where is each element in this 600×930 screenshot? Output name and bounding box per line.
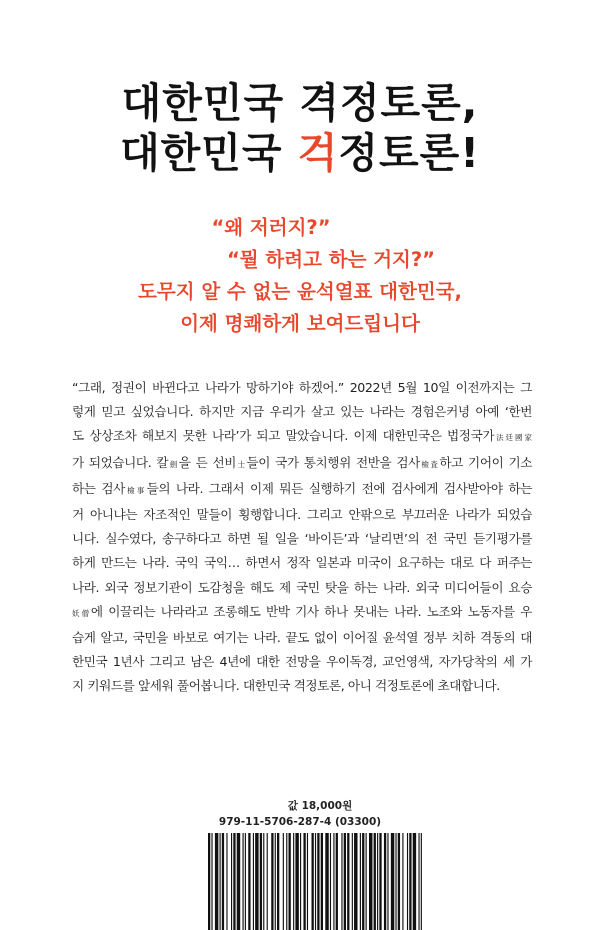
title-line-1: 대한민국 격정토론, — [121, 79, 479, 127]
quote-1: “왜 저러지?” — [211, 216, 331, 239]
body-line-10-text: 에 이끌리는 나라라고 조롱해도 반박 기사 하나 못내는 나라. 노조와 노동자를 우 — [90, 603, 532, 619]
barcode-bar — [418, 833, 419, 930]
title-line-2 — [0, 128, 600, 178]
body-line-10 — [72, 600, 532, 626]
barcode-bar — [231, 833, 232, 930]
body-line-8: 하게 만드는 나라. 국익 국익… 하면서 정작 일본과 미국이 요구하는 대로 다 퍼주는 — [72, 555, 532, 571]
barcode-bar — [220, 833, 221, 930]
barcode-bar — [409, 833, 411, 930]
price-label: 값 18,000원 — [287, 800, 353, 812]
barcode-bar — [277, 833, 279, 930]
barcode-bar — [421, 833, 422, 930]
isbn-number: 979-11-5706-287-4 (03300) — [218, 816, 382, 828]
barcode-bar — [237, 833, 240, 930]
body-line-4 — [72, 451, 532, 477]
barcode-bar — [369, 833, 372, 930]
body-line-4-d: 하고 기어이 기소 — [439, 454, 532, 470]
barcode-bar — [333, 833, 334, 930]
barcode-bar — [379, 833, 381, 930]
barcode-bar — [387, 833, 388, 930]
barcode-bar — [366, 833, 367, 930]
barcode-bar — [330, 833, 331, 930]
barcode-bar — [384, 833, 386, 930]
body-line-4-c: 들이 국가 통치행위 전반을 검사 — [246, 454, 420, 470]
body-line-6: 거 아니냐는 자조적인 말들이 횡행합니다. 그리고 안팎으로 부끄러운 나라가 되었습 — [72, 507, 532, 523]
barcode-bar — [303, 833, 305, 930]
hanja-annotation: 劍 — [168, 459, 179, 469]
body-line-5-b: 들의 나라. 그래서 이제 뭐든 실행하기 전에 검사에게 검사받아야 하는 — [146, 480, 533, 496]
barcode-bar — [407, 833, 408, 930]
barcode-bar — [293, 833, 294, 930]
body-line-13: 지 키워드를 앞세워 풀어봅니다. 대한민국 격정토론, 아니 걱정토론에 초대합니다. — [72, 678, 500, 694]
barcode-bar — [233, 833, 235, 930]
body-line-1: “그래, 정권이 바뀐다고 나라가 망하기야 하겠어.” 2022년 5월 10일 이전까지는 그 — [72, 380, 532, 395]
barcode-bar — [295, 833, 298, 930]
body-line-3 — [72, 424, 532, 450]
barcode-bar — [283, 833, 284, 930]
hanja-annotation: 檢査 — [419, 459, 440, 469]
barcode-bar — [260, 833, 262, 930]
barcode-bar — [398, 833, 400, 930]
barcode-bar — [263, 833, 264, 930]
hanja-annotation: 檢事 — [124, 485, 147, 495]
hanja-annotation: 妖僧 — [72, 608, 91, 618]
body-line-5-a: 하는 검사 — [72, 480, 125, 496]
body-line-7: 니다. 실수였다, 송구하다고 하면 될 일을 ‘바이든’과 ‘날리면’의 전 국민 듣기평가를 — [72, 531, 532, 547]
body-line-2: 렇게 믿고 싶었습니다. 하지만 지금 우리가 살고 있는 나라는 경험은커녕 아예 ‘한번 — [72, 404, 532, 420]
barcode-bar — [354, 833, 357, 930]
barcode-bar — [215, 833, 218, 930]
title-line-2-post: 정토론! — [338, 129, 480, 177]
barcode-bar — [352, 833, 353, 930]
cover-title — [0, 78, 600, 178]
tagline-4: 이제 명쾌하게 보여드립니다 — [180, 312, 420, 335]
barcode-bar — [253, 833, 254, 930]
barcode-bar — [325, 833, 328, 930]
quote-2: “뭘 하려고 하는 거지?” — [226, 248, 435, 271]
body-line-11: 습게 알고, 국민을 바보로 여기는 나라. 끝도 없이 이어질 윤석열 정부 치하 격동의 대 — [72, 630, 532, 646]
barcode-bar — [271, 833, 273, 930]
barcode-bar — [344, 833, 346, 930]
barcode-bar — [208, 833, 210, 930]
body-line-4-b: 을 든 선비 — [178, 454, 236, 470]
barcode-bar — [402, 833, 403, 930]
tagline-block — [0, 212, 600, 340]
hanja-annotation: 法廷國家 — [494, 433, 532, 443]
tagline-3: 도무지 알 수 없는 윤석열표 대한민국, — [138, 280, 462, 303]
back-cover-description — [72, 376, 532, 699]
barcode-bar — [315, 833, 316, 930]
isbn-barcode — [206, 833, 426, 930]
barcode-bar — [307, 833, 308, 930]
barcode-bar — [413, 833, 416, 930]
title-line-2-pre: 대한민국 — [120, 129, 298, 177]
body-line-3-text: 도 상상조차 해보지 못한 나라’가 되고 말았습니다. 이제 대한민국은 법정국가 — [72, 428, 495, 444]
title-highlight-char: 걱 — [297, 129, 339, 177]
barcode-bar — [211, 833, 212, 930]
barcode-bar — [226, 833, 227, 930]
hanja-annotation: 士 — [235, 459, 247, 469]
barcode-bar — [248, 833, 250, 930]
body-line-9: 나라. 외국 정보기관이 도감청을 해도 제 국민 탓을 하는 나라. 외국 미디어들이 요승 — [72, 579, 532, 595]
barcode-bar — [360, 833, 361, 930]
price-isbn-block — [0, 798, 600, 830]
barcode-bar — [347, 833, 349, 930]
barcode-bar — [341, 833, 342, 930]
barcode-bar — [395, 833, 396, 930]
barcode-bar — [362, 833, 364, 930]
barcode-bar — [321, 833, 323, 930]
barcode-bar — [374, 833, 376, 930]
barcode-bar — [377, 833, 378, 930]
body-line-5 — [72, 477, 532, 503]
barcode-bar — [312, 833, 314, 930]
body-line-12: 한민국 1년사 그리고 남은 4년에 대한 전망을 우이독경, 교언영색, 자가당착의 세 가 — [72, 654, 532, 670]
barcode-bar — [275, 833, 276, 930]
body-line-4-a: 가 되었습니다. 칼 — [72, 454, 169, 470]
barcode-graphic — [206, 833, 426, 930]
barcode-bar — [267, 833, 268, 930]
barcode-bar — [391, 833, 394, 930]
barcode-bar — [300, 833, 301, 930]
barcode-bar — [336, 833, 338, 930]
barcode-bar — [255, 833, 258, 930]
barcode-bar — [286, 833, 287, 930]
barcode-bar — [289, 833, 291, 930]
barcode-bar — [243, 833, 244, 930]
barcode-bar — [317, 833, 319, 930]
barcode-bar — [222, 833, 224, 930]
barcode-bar — [245, 833, 246, 930]
